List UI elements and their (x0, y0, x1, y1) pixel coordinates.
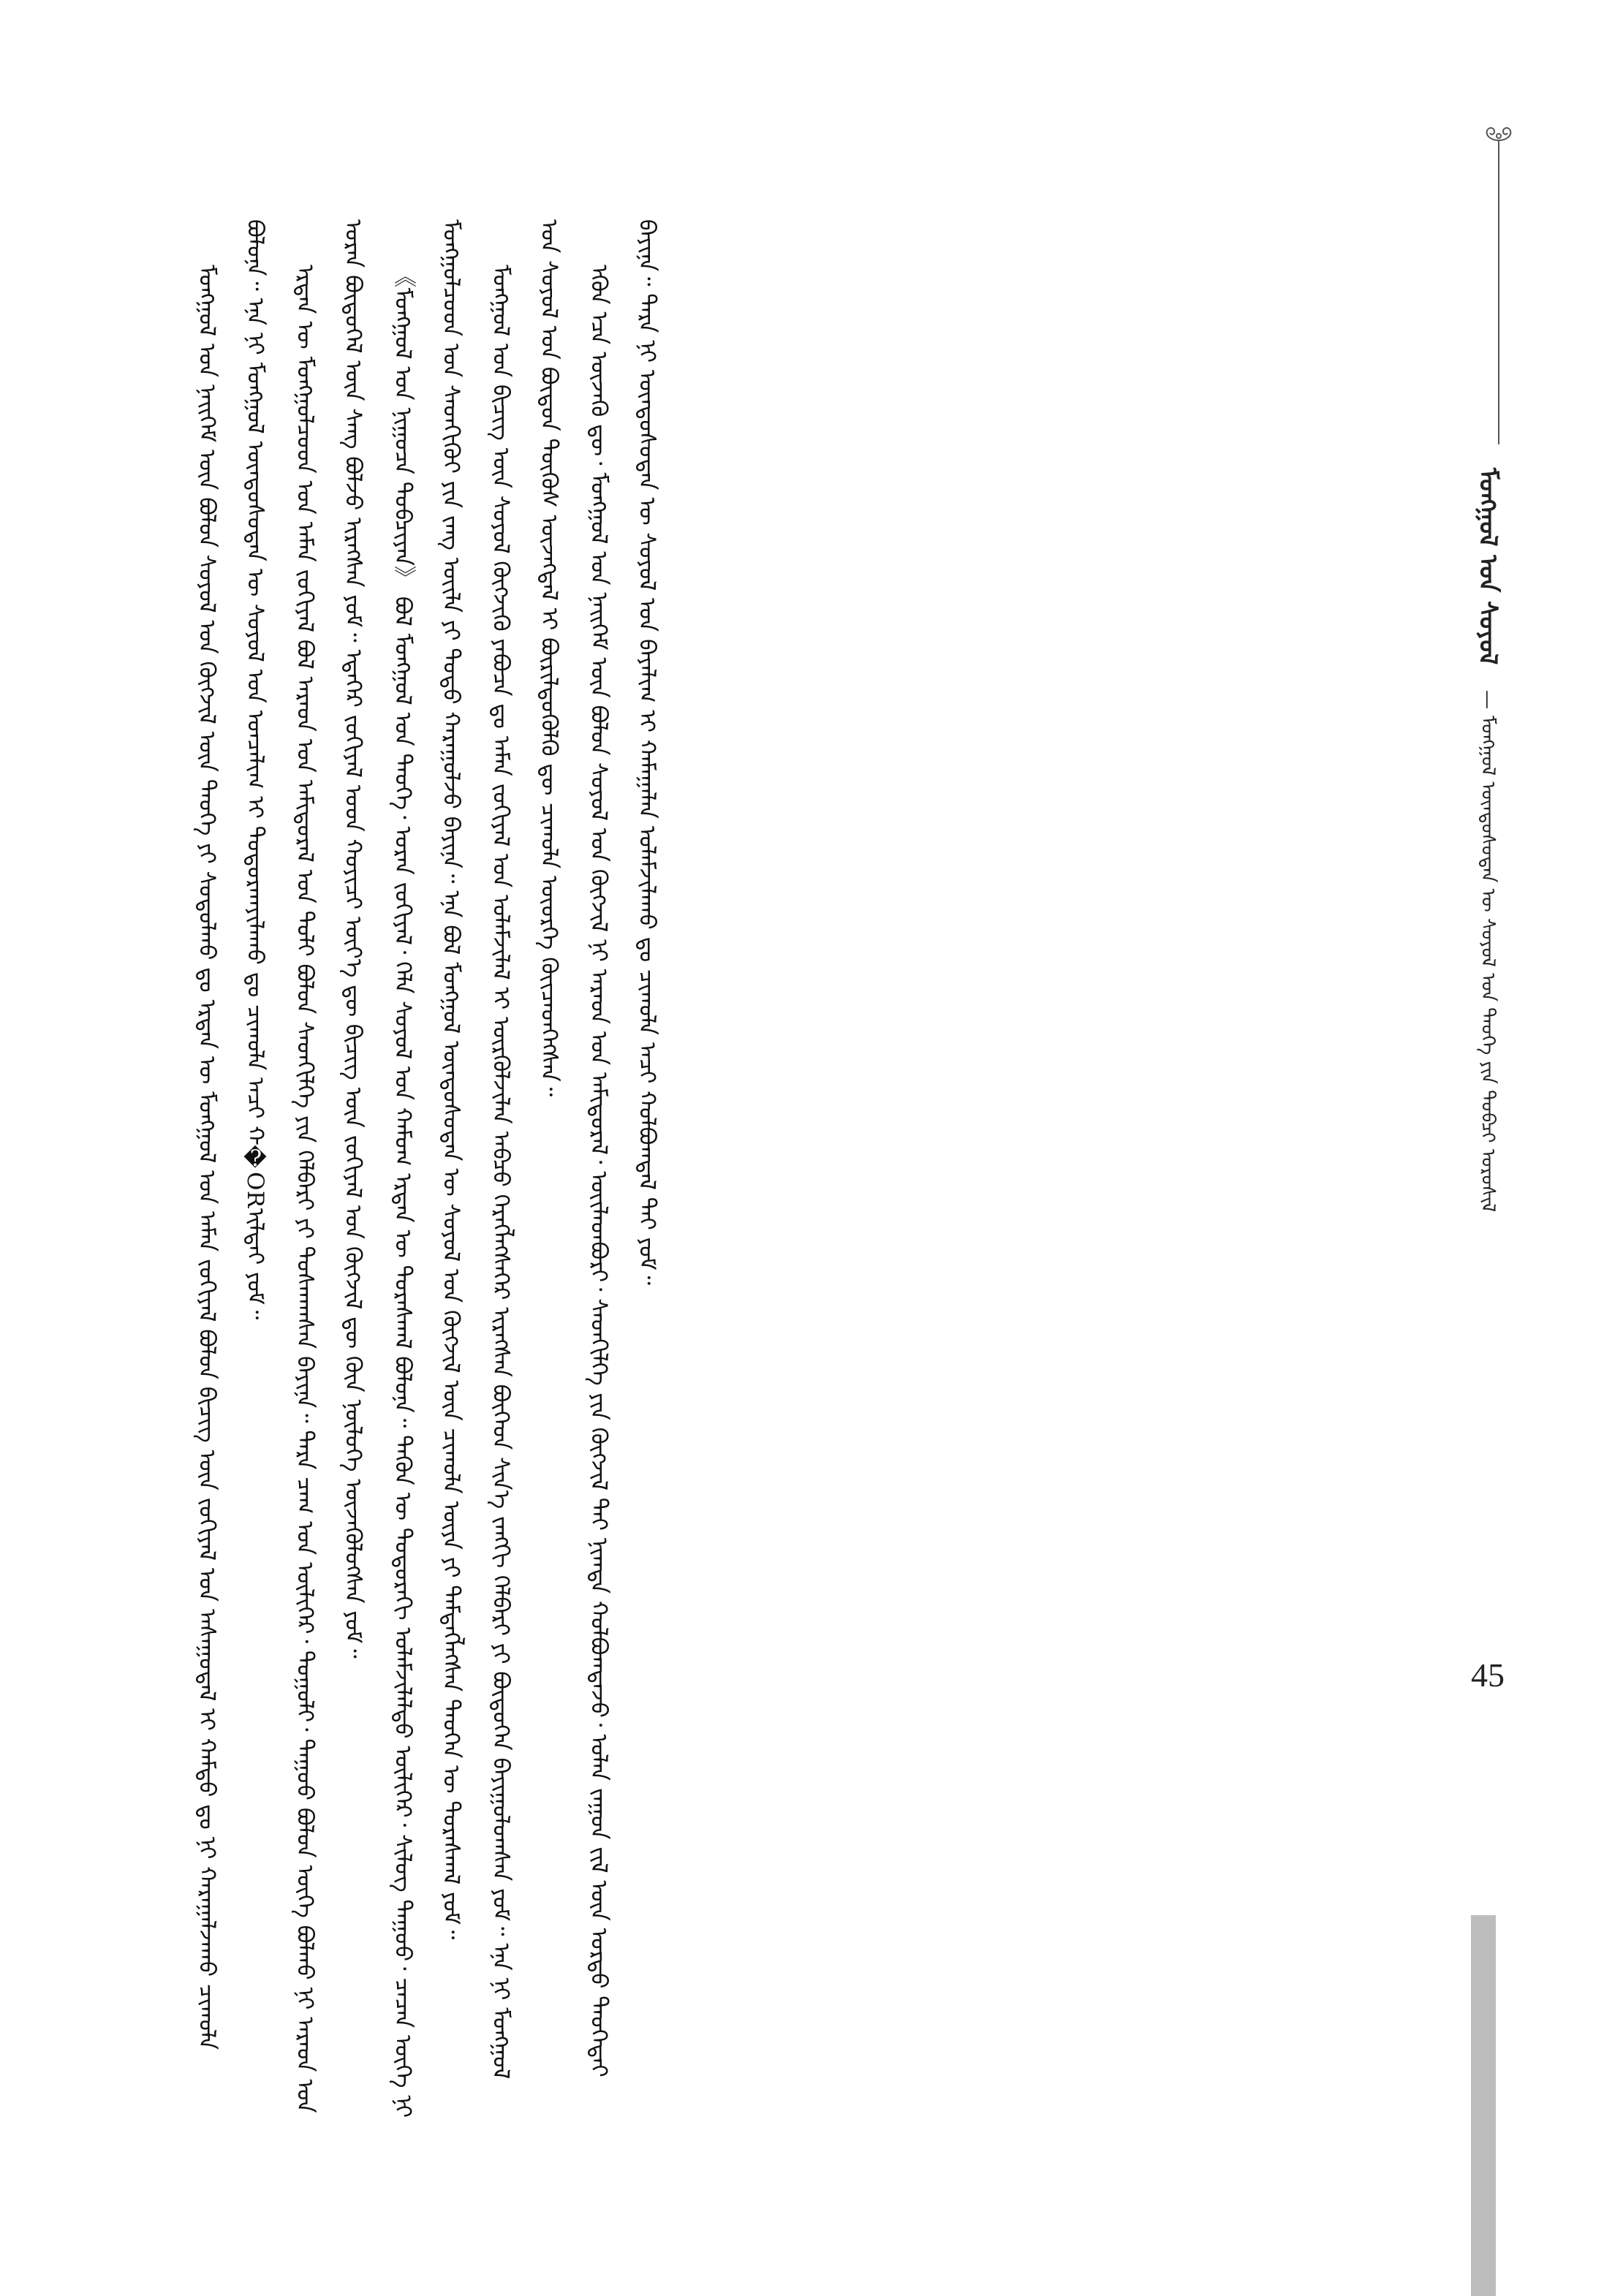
paragraph: 《ᠮᠣᠩᠭᠣᠯ ᠤᠨ ᠨᠢᠭᠤᠴᠠ ᠲᠣᠪᠴᠢᠶᠠᠨ》 ᠪᠣᠯ ᠮᠣᠩᠭᠣᠯ ᠤᠨ ᠲᠡᠦᠬᠡ᠂ ᠤᠷᠠᠨ ᠵᠣᠬᠢᠶᠠᠯ᠂ ᠬᠡᠯᠡ ᠰᠣᠶᠣᠯ ᠤᠨ ᠬᠠᠮᠤᠭ ᠡᠷᠲᠡᠨ ᠦ ᠳᠤᠷᠠᠰᠬᠠᠯ ᠪᠣᠯᠤᠨᠠ᠃ ᠲᠡᠭᠦᠨ ᠦ ᠳᠣᠲᠣᠷᠠᠬᠢ ᠤᠯᠠᠮᠵᠢᠯᠠᠯᠲᠤ ᠦᠯᠢᠭᠡᠷ᠂ ᠰᠢᠯᠦᠭ᠌ ᠳᠠᠭᠤᠤ᠂ ᠴᠡᠴᠡᠨ ᠦᠭᠡ ᠨᠢ ᠮᠣᠩᠭᠣᠯᠴᠤᠳ ᠤᠨ ᠰᠡᠳᠬᠢᠬᠦᠢ ᠶᠢᠨ ᠵᠠᠩ ᠦᠢᠯᠡ ᠶᠢ ᠲᠣᠳᠣ ᠬᠠᠷᠠᠭᠤᠯᠵᠤ ᠪᠠᠶᠢᠨᠠ᠃ ᠡᠨᠡ ᠪᠣᠯ ᠮᠣᠩᠭᠣᠯ ᠦᠨᠳᠦᠰᠦᠲᠡᠨ ᠦ ᠰᠣᠶᠣᠯ ᠤᠨ ᠬᠥᠭᠵᠢᠯ ᠦᠨ ᠴᠢᠬᠤᠯᠠ ᠦᠶᠡ ᠶᠢ ᠲᠡᠮᠳᠡᠭᠯᠡᠭᠰᠡᠨ ᠲᠡᠦᠬᠡᠨ ᠦ ᠳᠤᠷᠠᠰᠬᠠᠯ ᠶᠤᠮ᠃ (390, 219, 464, 2118)
header-subtitle: ᠮᠣᠩᠭᠣᠯ ᠦᠨᠳᠦᠰᠦᠲᠡᠨ ᠦ ᠰᠣᠶᠣᠯ ᠤᠨ ᠲᠡᠦᠬᠡ ᠶᠢᠨ ᠲᠣᠪᠴᠢ ᠣᠷᠣᠰᠢᠯ (1477, 715, 1499, 1213)
header-text (1468, 468, 1507, 1212)
ornament-icon (1477, 124, 1521, 168)
running-header (1455, 124, 1543, 1294)
paragraph: ᠮᠣᠩᠭᠣᠯ ᠤᠨ ᠨᠡᠢᠭᠡᠮ ᠦᠨ ᠪᠣᠯᠣᠨ ᠰᠣᠶᠣᠯ ᠤᠨ ᠬᠥᠭᠵᠢᠯ ᠦᠨ ᠲᠡᠦᠬᠡ ᠶᠢ ᠰᠤᠳᠤᠯᠬᠤ ᠳᠤ ᠡᠷᠲᠡᠨ ᠦ ᠮᠣᠩᠭᠣᠯ ᠤᠨ ᠠᠮᠠᠨ ᠵᠣᠬᠢᠶᠠᠯ ᠪᠣᠯᠣᠨ ᠪᠢᠴᠢᠭ᠌ ᠦᠨ ᠵᠣᠬᠢᠶᠠᠯ ᠤᠨ ᠠᠰᠠᠭᠤᠳᠠᠯ ᠢ ᠬᠠᠮᠲᠤ ᠳᠤ ᠨᠢ ᠬᠠᠷᠠᠭᠠᠯᠵᠠᠬᠤ ᠴᠢᠬᠤᠯᠠ ᠪᠣᠯᠤᠨᠠ᠃ ᠡᠨᠡ ᠨᠢ ᠮᠣᠩᠭᠣᠯ ᠦᠨᠳᠦᠰᠦᠲᠡᠨ ᠦ ᠰᠣᠶᠣᠯ ᠤᠨ ᠣᠨᠴᠠᠯᠢᠭ ᠢ ᠲᠣᠳᠣᠷᠬᠠᠶᠢᠯᠠᠬᠤ ᠳᠤ ᠴᠢᠬᠤᠯᠠ ᠠᠴᠢ ᠬ�ORᠢᠯᠲᠠᠶ ᠶᠤᠮ᠃ (194, 219, 268, 2050)
body-text (183, 219, 1411, 2120)
paragraph: ᠡᠷᠲᠡᠨ ᠦ ᠮᠣᠩᠭᠣᠯᠴᠤᠳ ᠤᠨ ᠠᠮᠠᠨ ᠵᠣᠬᠢᠶᠠᠯ ᠪᠣᠯ ᠠᠷᠠᠳ ᠤᠨ ᠠᠮᠢᠳᠤᠷᠠᠯ ᠤᠨ ᠲᠤᠯᠢ ᠪᠣᠯᠣᠨ ᠰᠡᠳᠬᠢᠯᠭᠡ ᠶᠢᠨ ᠬᠡᠯᠪᠡᠷᠢ ᠶᠢ ᠲᠤᠰᠬᠠᠭᠰᠠᠨ ᠪᠠᠶᠢᠨᠠ᠃ ᠲᠡᠷᠡ ᠴᠠᠭ ᠤᠨ ᠦᠯᠢᠭᠡᠷ᠂ ᠲᠣᠭᠤᠯᠢ᠂ ᠳᠠᠭᠤᠤ ᠪᠣᠯᠣᠨ ᠦᠭᠡ ᠪᠣᠯᠬᠤ ᠨᠢ ᠠᠷᠠᠳ ᠤᠨ ᠤᠷᠠᠨ ᠪᠦᠲᠦᠭᠡᠯ ᠦᠨ ᠰᠠᠩ ᠪᠣᠯᠵᠤ ᠢᠷᠡᠭᠰᠡᠨ ᠶᠤᠮ᠃ ᠡᠳᠡᠭᠡᠷ ᠵᠣᠬᠢᠶᠠᠯ ᠤᠳ ᠬᠣᠶᠢᠴᠢ ᠦᠶ᠎ᠡ ᠳᠦ ᠪᠢᠴᠢᠭ᠌ ᠦᠨ ᠵᠣᠬᠢᠶᠠᠯ ᠤᠨ ᠬᠥᠭᠵᠢᠯ ᠳᠦ ᠭᠦᠨ ᠨᠥᠯᠦᠭᠡ ᠦᠵᠡᠭᠦᠯᠦᠭᠰᠡᠨ ᠶᠤᠮ᠃ (292, 219, 366, 2113)
edge-tab (1471, 1915, 1496, 2296)
header-title: ᠮᠣᠩᠭᠣᠯ ᠤᠨ ᠰᠣᠶᠣᠯ (1473, 468, 1502, 665)
header-separator: — (1477, 689, 1499, 710)
paragraph: ᠮᠣᠩᠭᠣᠯ ᠤᠨ ᠪᠢᠴᠢᠭ᠌ ᠦᠨ ᠰᠣᠶᠣᠯ ᠬᠥᠭᠵᠢᠬᠦ ᠶᠠᠪᠤᠴᠠ ᠳᠤ ᠠᠮᠠᠨ ᠵᠣᠬᠢᠶᠠᠯ ᠤᠨ ᠤᠯᠠᠮᠵᠢᠯᠠᠯ ᠢ ᠦᠷᠭᠦᠯᠵᠢᠯᠡᠨ ᠠᠪᠴᠤ ᠬᠡᠷᠡᠭᠯᠡᠭᠰᠡᠭᠡᠷ ᠢᠷᠡᠭᠰᠡᠨ ᠪᠥᠭᠡᠳ ᠰᠢᠨ᠎ᠡ ᠵᠠᠩᠭᠢ ᠬᠡᠯᠪᠡᠷᠢ ᠶᠢ ᠪᠦᠲᠦᠭᠡᠨ ᠪᠠᠶᠢᠭᠤᠯᠤᠭᠰᠠᠨ ᠶᠤᠮ᠃ ᠡᠨᠡ ᠨᠢ ᠮᠣᠩᠭᠣᠯ ᠤᠨ ᠰᠣᠶᠣᠯ ᠤᠨ ᠪᠦᠲᠦᠨ ᠲᠦᠭᠦᠰ ᠦᠵᠡᠭᠳᠡᠯ ᠢ ᠪᠦᠷᠢᠯᠳᠦᠭᠦᠯᠬᠦ ᠳᠦ ᠴᠢᠬᠤᠯᠠ ᠦᠦᠷᠭᠡ ᠭᠦᠢᠴᠡᠳᠭᠡᠭᠰᠡᠨ᠃ (488, 219, 562, 2080)
paragraph: ᠡᠭᠦᠨ ᠡᠴᠡ ᠦᠵᠡᠬᠦ ᠳᠦ᠂ ᠮᠣᠩᠭᠣᠯ ᠤᠨ ᠨᠡᠢᠭᠡᠮ ᠦᠨ ᠪᠣᠯᠣᠨ ᠰᠣᠶᠣᠯ ᠤᠨ ᠬᠥᠭᠵᠢᠯ ᠨᠢ ᠠᠷᠠᠳ ᠤᠨ ᠠᠮᠢᠳᠤᠷᠠᠯ᠂ ᠦᠢᠯᠡᠳᠪᠦᠷᠢ᠂ ᠰᠡᠳᠬᠢᠯᠭᠡ ᠶᠢᠨ ᠬᠥᠭᠵᠢᠯ ᠲᠡᠢ ᠨᠢᠭᠲᠠ ᠬᠣᠯᠪᠣᠭᠳᠠᠵᠤ᠂ ᠣᠯᠠᠨ ᠵᠠᠭᠤᠨ ᠵᠢᠯ ᠦᠨ ᠤᠷᠲᠤ ᠲᠡᠦᠬᠡᠲᠡᠢ ᠪᠠᠶᠢᠨᠠ᠃ ᠲᠡᠷᠡ ᠨᠢ ᠦᠨᠳᠦᠰᠦᠲᠡᠨ ᠦ ᠰᠣᠶᠣᠯ ᠤᠨ ᠪᠠᠶᠠᠯᠢᠭ ᠢ ᠬᠠᠮᠠᠭᠠᠯᠠᠨ ᠤᠯᠠᠮᠵᠢᠯᠠᠬᠤ ᠳᠤ ᠴᠢᠬᠤᠯᠠ ᠠᠴᠢ ᠬᠣᠯᠪᠣᠭᠳᠠᠯ ᠲᠠᠢ ᠶᠤᠮ᠃ (586, 219, 660, 2077)
header-rule (1498, 167, 1499, 444)
page-number: 45 (1471, 1656, 1505, 1694)
text-columns (183, 219, 671, 2120)
